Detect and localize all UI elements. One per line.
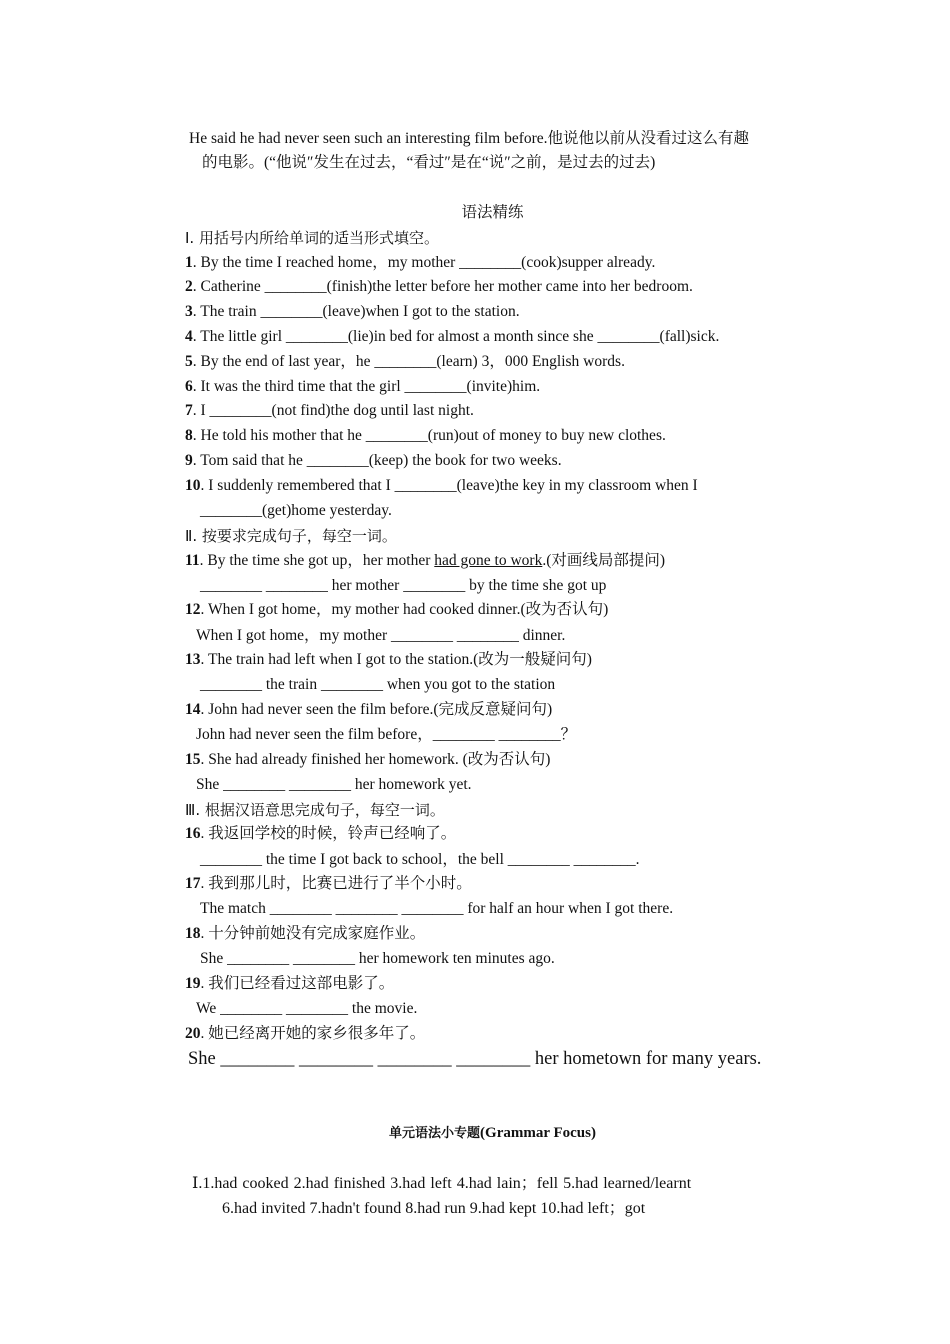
section-title: 语法精练 [461, 204, 524, 221]
question-7: 7. I ________(not find)the dog until last night. [185, 402, 474, 419]
underlined-phrase: had gone to work [434, 552, 543, 569]
answer-line-12: When I got home，my mother ________ ________ dinner. [196, 627, 566, 644]
question-3: 3. The train ________(leave)when I got to the station. [185, 303, 520, 320]
answer-line-15: She ________ ________ her homework yet. [196, 776, 472, 793]
question-4: 4. The little girl ________(lie)in bed for almost a month since she ________(fall)sick. [185, 328, 720, 345]
intro-line-2: 的电影。(“他说″发生在过去，“看过″是在“说″之前，是过去的过去) [202, 154, 656, 171]
answer-key-title: 单元语法小专题(Grammar Focus) [389, 1125, 596, 1141]
question-17: 17. 我到那儿时，比赛已进行了半个小时。 [185, 875, 472, 892]
part2-heading: Ⅱ. 按要求完成句子，每空一词。 [185, 527, 397, 545]
answer-line-18: She ________ ________ her homework ten minutes ago. [200, 950, 555, 967]
answer-line-19: We ________ ________ the movie. [196, 1000, 418, 1017]
question-15: 15. She had already finished her homework. (改为否认句) [185, 751, 551, 768]
answer-key-row-2: 6.had invited 7.hadn't found 8.had run 9.had kept 10.had left；got [222, 1200, 646, 1217]
question-11: 11. By the time she got up，her mother had gone to work.(对画线局部提问) [185, 552, 666, 569]
question-8: 8. He told his mother that he ________(run)out of money to buy new clothes. [185, 427, 666, 444]
question-18: 18. 十分钟前她没有完成家庭作业。 [185, 925, 426, 942]
answer-line-11: ________ ________ her mother ________ by the time she got up [200, 577, 607, 594]
question-12: 12. When I got home，my mother had cooked dinner.(改为否认句) [185, 601, 609, 618]
question-13: 13. The train had left when I got to the station.(改为一般疑问句) [185, 651, 592, 668]
answer-line-17: The match ________ ________ ________ for half an hour when I got there. [200, 900, 674, 917]
question-5: 5. By the end of last year，he ________(learn) 3，000 English words. [185, 353, 625, 370]
question-1: 1. By the time I reached home，my mother ________(cook)supper already. [185, 254, 656, 271]
part3-heading: Ⅲ. 根据汉语意思完成句子，每空一词。 [185, 801, 445, 819]
answer-line-14: John had never seen the film before，________ ________？ [196, 726, 577, 743]
question-6: 6. It was the third time that the girl ________(invite)him. [185, 378, 541, 395]
question-10-continuation: ________(get)home yesterday. [200, 502, 392, 519]
part1-heading: Ⅰ. 用括号内所给单词的适当形式填空。 [185, 229, 439, 247]
answer-line-13: ________ the train ________ when you got to the station [200, 676, 556, 693]
question-14: 14. John had never seen the film before.(完成反意疑问句) [185, 701, 553, 718]
intro-line-1: He said he had never seen such an interesting film before.他说他以前从没看过这么有趣 [189, 130, 750, 147]
intro-paragraph [189, 127, 809, 175]
answer-line-20: She ________ ________ ________ ________ her hometown for many years. [188, 1049, 762, 1069]
question-10: 10. I suddenly remembered that I ________(leave)the key in my classroom when I [185, 477, 698, 494]
question-19: 19. 我们已经看过这部电影了。 [185, 975, 395, 992]
question-16: 16. 我返回学校的时候，铃声已经响了。 [185, 825, 457, 842]
question-2: 2. Catherine ________(finish)the letter before her mother came into her bedroom. [185, 278, 693, 295]
answer-line-16: ________ the time I got back to school，the bell ________ ________. [200, 851, 640, 868]
question-20: 20. 她已经离开她的家乡很多年了。 [185, 1025, 426, 1042]
answer-key-row-1: Ⅰ.1.had cooked 2.had finished 3.had left 4.had lain；fell 5.had learned/learnt [192, 1175, 692, 1192]
question-9: 9. Tom said that he ________(keep) the book for two weeks. [185, 452, 562, 469]
